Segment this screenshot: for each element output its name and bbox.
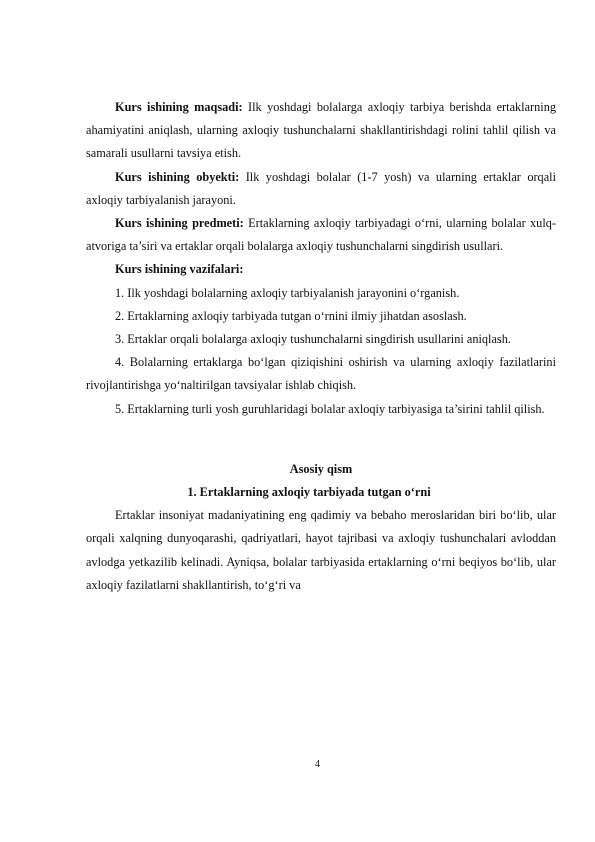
goal-text: Ilk yoshdagi bolalarga axloqiy tarbiya berishda ertaklarning ahamiyatini aniqlash, ularning axloqiy tushunchalarni shakllantirishdagi rolini tahlil qilish va samarali usullarni tavsiya etish. [86, 100, 557, 161]
subject-label: Kurs ishining predmeti: [115, 216, 244, 231]
page-number: 4 [315, 759, 320, 770]
goal-paragraph [86, 96, 556, 166]
chapter-title: 1. Ertaklarning axloqiy tarbiyada tutgan o‘rni [187, 485, 431, 500]
goal-label: Kurs ishining maqsadi: [115, 100, 243, 114]
task-item-2: 2. Ertaklarning axloqiy tarbiyada tutgan o‘rnini ilmiy jihatdan asoslash. [115, 308, 467, 323]
task-item-5: 5. Ertaklarning turli yosh guruhlaridagi bolalar axloqiy tarbiyasiga ta’sirini tahlil qilish. [115, 401, 545, 416]
task-item-1: 1. Ilk yoshdagi bolalarning axloqiy tarbiyalanish jarayonini o‘rganish. [115, 285, 460, 300]
task-item-3: 3. Ertaklar orqali bolalarga axloqiy tushunchalarni singdirish usullarini aniqlash. [115, 332, 511, 347]
subject-text: Ertaklarning axloqiy tarbiyadagi o‘rni, ularning bolalar xulq-atvoriga ta’siri va ertaklar orqali bolalarga axloqiy tushunchalarni singdirish usullari. [86, 216, 556, 254]
object-text: Ilk yoshdagi bolalar (1-7 yosh) va ularning ertaklar orqali axloqiy tarbiyalanish jarayoni. [86, 169, 556, 207]
object-label: Kurs ishining obyekti: [115, 169, 240, 184]
chapter-paragraph: Ertaklar insoniyat madaniyatining eng qadimiy va bebaho meroslaridan biri bo‘lib, ular orqali xalqning dunyoqarashi, qadriyatlari, hayot tajribasi va axloqiy tushunchalari avloddan avlodga yetkazilib kelinadi. Ayniqsa, bolalar tarbiyasida ertaklarning o‘rni beqiyos bo‘lib, ular axloqiy fazilatlarni shakllantirish, to‘g‘ri va [86, 508, 556, 592]
main-part-title: Asosiy qism [289, 461, 353, 476]
tasks-title: Kurs ishining vazifalari: [115, 262, 244, 277]
object-paragraph [86, 166, 556, 212]
subject-paragraph [86, 212, 556, 258]
task-item-4: 4. Bolalarning ertaklarga bo‘lgan qiziqishini oshirish va ularning axloqiy fazilatlarini rivojlantirishga yo‘naltirilgan tavsiyalar ishlab chiqish. [86, 355, 556, 393]
document-page [86, 96, 556, 597]
section-spacer [86, 421, 556, 450]
